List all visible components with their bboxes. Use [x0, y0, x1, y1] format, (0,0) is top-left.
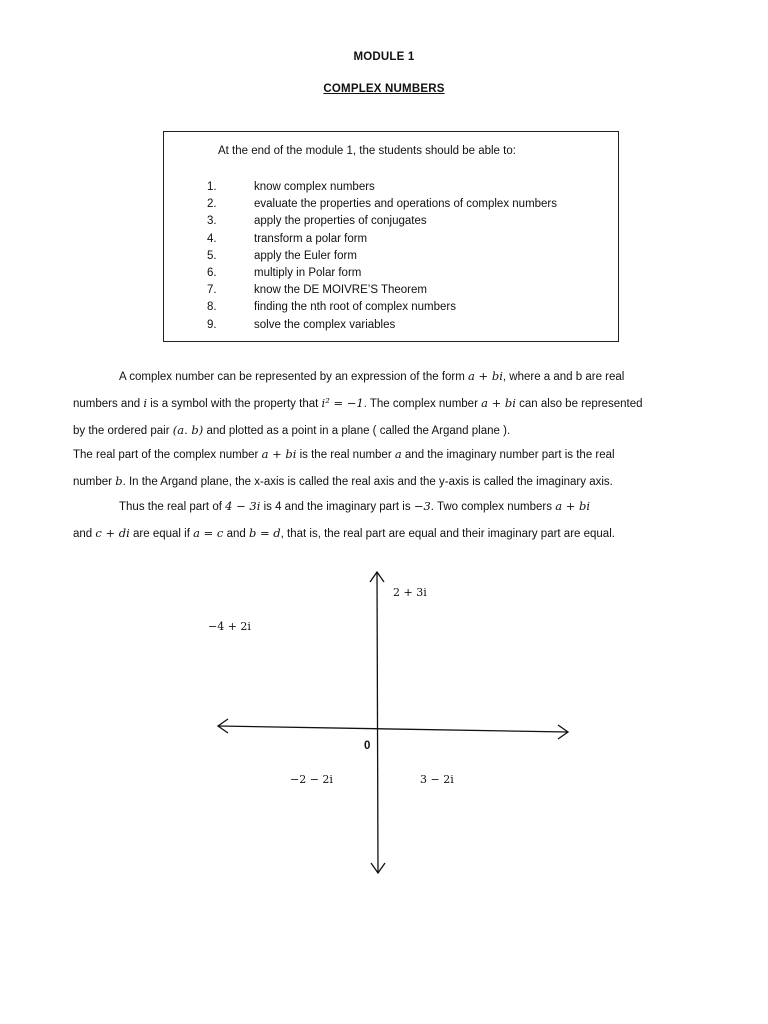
objective-text: solve the complex variables — [254, 318, 396, 331]
objective-item — [207, 265, 557, 282]
point-label: −4 + 2i — [208, 620, 251, 633]
math-expression: i² = −1 — [321, 396, 364, 410]
text-run: , that is, the real part are equal and their imaginary part are equal. — [280, 528, 615, 540]
math-expression: a = c — [193, 526, 224, 540]
objective-text: know complex numbers — [254, 181, 375, 193]
math-expression: i — [143, 396, 148, 410]
math-expression: b — [115, 474, 123, 488]
objective-text: apply the properties of conjugates — [254, 215, 427, 228]
math-expression: b = d — [248, 526, 281, 540]
objective-item — [207, 179, 557, 196]
text-run: . In the Argand plane, the x-axis is called the real axis and the y-axis is called the imaginary axis. — [122, 476, 613, 488]
math-expression: a + bi — [481, 396, 516, 410]
argand-diagram — [0, 560, 768, 890]
module-title: MODULE 1 — [353, 51, 415, 63]
text-run: can also be represented — [515, 398, 643, 410]
objective-number: 9. — [207, 318, 217, 331]
text-run: number — [73, 476, 116, 488]
learning-objectives-box — [163, 131, 619, 342]
origin-label: 0 — [364, 740, 371, 752]
objective-item — [207, 299, 557, 316]
point-label: −2 − 2i — [290, 773, 333, 786]
objective-number: 4. — [207, 232, 217, 245]
argand-axes — [0, 560, 768, 890]
objective-text: transform a polar form — [254, 232, 368, 245]
text-run: . The complex number — [363, 398, 482, 410]
math-expression: a + bi — [468, 369, 503, 383]
objective-item — [207, 248, 557, 265]
objective-item — [207, 231, 557, 248]
math-expression: (a. b) — [172, 423, 204, 437]
math-expression: c + di — [95, 526, 130, 540]
objective-number: 1. — [207, 181, 217, 193]
text-run: . Two complex numbers — [430, 501, 556, 513]
text-run: A complex number can be represented by an expression of the form — [119, 371, 469, 383]
objective-item — [207, 196, 557, 213]
text-run: The real part of the complex number — [73, 449, 262, 461]
text-run: Thus the real part of — [119, 501, 226, 513]
objectives-list — [207, 179, 557, 334]
objective-text: apply the Euler form — [254, 249, 357, 262]
math-expression: a + bi — [261, 447, 297, 461]
text-run: , where a and b are real — [502, 371, 625, 383]
objective-text: multiply in Polar form — [254, 266, 362, 279]
text-run: is a symbol with the property that — [147, 398, 322, 410]
paragraph-equality — [73, 493, 697, 547]
math-expression: a — [394, 447, 402, 461]
text-run: and — [73, 528, 96, 540]
objectives-intro: At the end of the module 1, the students should be able to: — [218, 145, 516, 157]
text-run: numbers and — [73, 398, 144, 410]
objective-item — [207, 213, 557, 230]
objective-number: 5. — [207, 249, 217, 262]
math-expression: −3 — [413, 499, 431, 513]
text-run: is 4 and the imaginary part is — [260, 501, 414, 513]
topic-title: COMPLEX NUMBERS — [323, 83, 445, 95]
objective-text: know the DE MOIVRE’S Theorem — [254, 284, 427, 297]
text-run: and the imaginary number part is the real — [401, 449, 615, 461]
objective-number: 7. — [207, 284, 217, 297]
paragraph-definition — [73, 363, 697, 444]
point-label: 3 − 2i — [420, 773, 454, 786]
objective-number: 2. — [207, 198, 217, 211]
objective-number: 6. — [207, 266, 217, 279]
objective-text: finding the nth root of complex numbers — [254, 301, 457, 314]
text-run: and — [223, 528, 249, 540]
objective-number: 8. — [207, 301, 217, 314]
real-axis — [218, 726, 568, 732]
objective-text: evaluate the properties and operations of complex numbers — [254, 198, 558, 211]
objective-item — [207, 282, 557, 299]
text-run: is the real number — [296, 449, 395, 461]
math-expression: 4 − 3i — [225, 499, 261, 513]
text-run: are equal if — [129, 528, 194, 540]
objective-item — [207, 317, 557, 334]
point-label: 2 + 3i — [393, 586, 427, 599]
math-expression: a + bi — [555, 499, 591, 513]
imaginary-axis — [377, 572, 378, 873]
text-run: and plotted as a point in a plane ( called the Argand plane ). — [203, 425, 511, 437]
paragraph-real-imaginary — [73, 441, 697, 495]
text-run: by the ordered pair — [73, 425, 173, 437]
objective-number: 3. — [207, 215, 217, 228]
